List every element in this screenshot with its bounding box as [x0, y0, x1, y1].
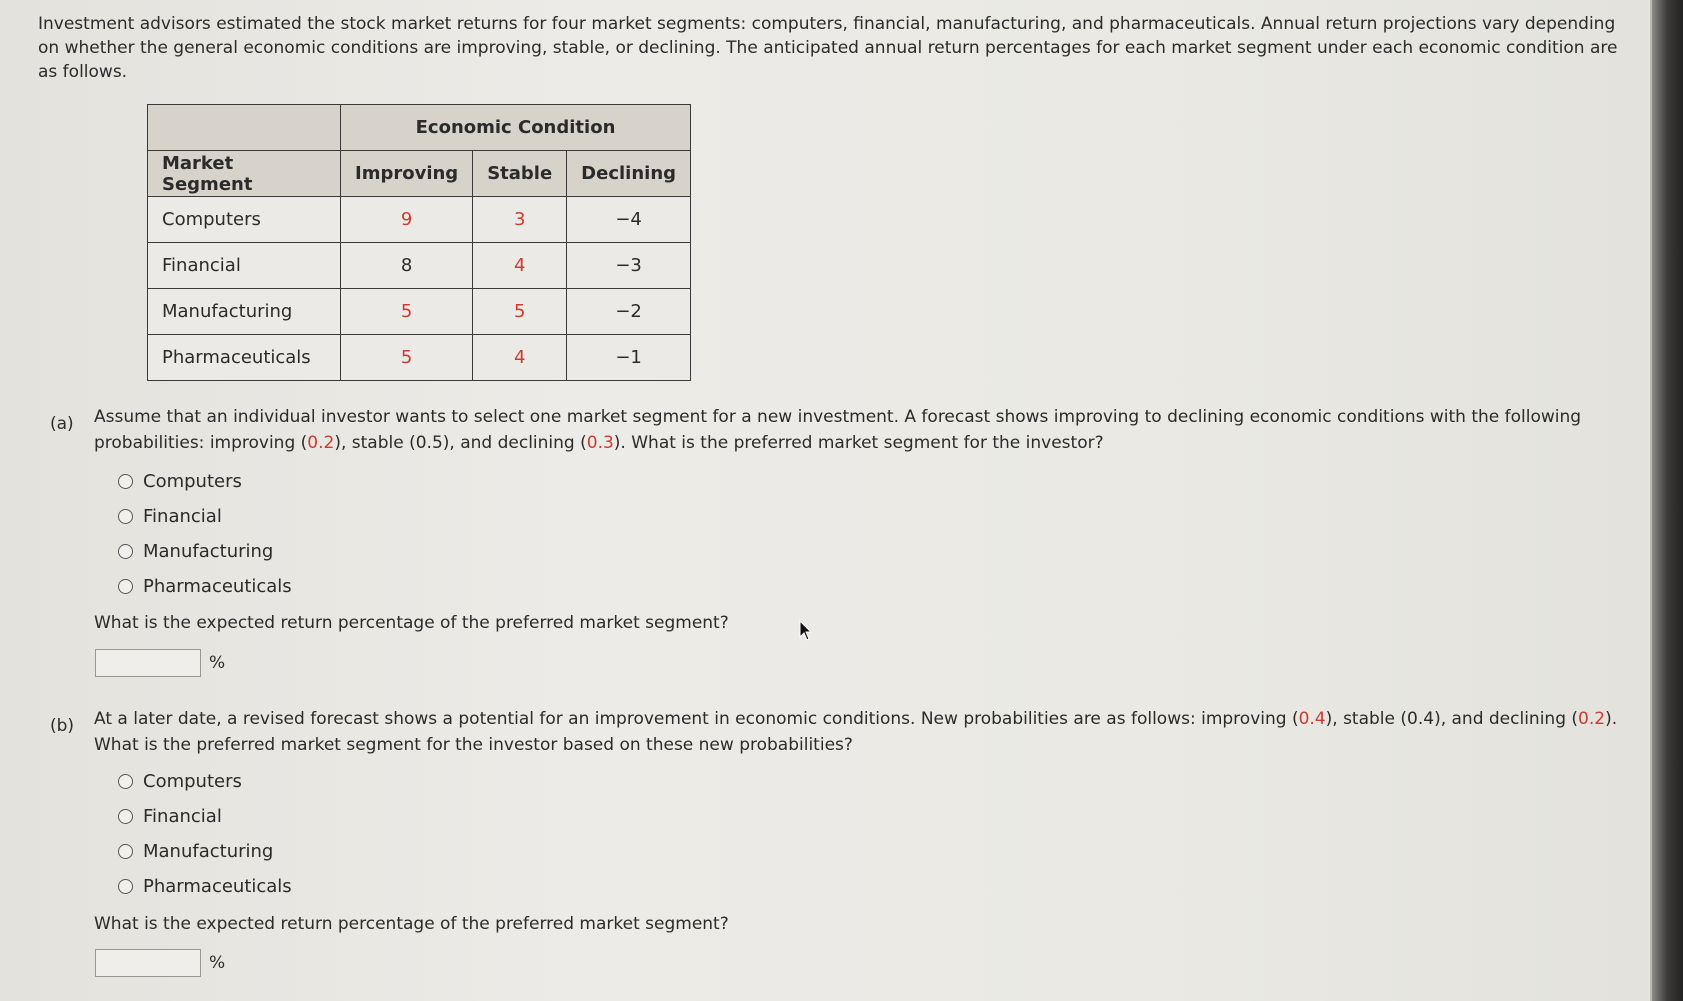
table-corner-cell	[148, 105, 341, 151]
mouse-pointer-icon	[799, 620, 813, 642]
option-label: Manufacturing	[143, 540, 274, 562]
part-b-expected-question: What is the expected return percentage of the preferred market segment?	[94, 914, 729, 934]
column-header-declining: Declining	[567, 151, 691, 197]
radio-icon[interactable]	[118, 509, 133, 524]
part-b-text-3: ), and declining (	[1434, 709, 1579, 729]
declining-cell: −4	[567, 197, 691, 243]
screen-edge	[1652, 0, 1683, 1001]
declining-cell: −2	[567, 289, 691, 335]
radio-icon[interactable]	[118, 809, 133, 824]
stable-cell: 4	[473, 335, 567, 381]
stable-cell: 4	[473, 243, 567, 289]
table-group-header-row	[148, 105, 691, 151]
problem-intro: Investment advisors estimated the stock market returns for four market segments: computers, financial, manufacturing, and pharmaceuticals. Annual return projections vary depending on whether the general economic conditions are improving, stable, or declining. The anticipated annual return percentages for each market segment under each economic condition are as follows.	[38, 14, 1618, 82]
part-a-answer-row	[95, 649, 225, 677]
improving-cell: 9	[341, 197, 473, 243]
column-header-stable: Stable	[473, 151, 567, 197]
table-row	[148, 289, 691, 335]
part-a-question	[94, 404, 1624, 456]
option-label: Computers	[143, 770, 242, 792]
radio-icon[interactable]	[118, 774, 133, 789]
part-a-option-pharmaceuticals[interactable]	[118, 573, 292, 599]
part-b-text-1: At a later date, a revised forecast shows a potential for an improvement in economic conditions. New probabilities are as follows: improving (	[94, 709, 1299, 729]
part-a-text-2: ), stable (	[334, 433, 416, 453]
declining-cell: −1	[567, 335, 691, 381]
part-a-p-improving: 0.2	[307, 433, 335, 453]
part-a-option-manufacturing[interactable]	[118, 538, 273, 564]
part-a-text-4: ). What is the preferred market segment for the investor?	[613, 433, 1104, 453]
part-b-option-manufacturing[interactable]	[118, 838, 273, 864]
part-b-option-pharmaceuticals[interactable]	[118, 873, 292, 899]
part-b-p-declining: 0.2	[1578, 709, 1606, 729]
part-b-question	[94, 706, 1624, 758]
table-row	[148, 335, 691, 381]
improving-cell: 5	[341, 335, 473, 381]
part-a-text-3: ), and declining (	[442, 433, 587, 453]
part-b-label: (b)	[50, 716, 75, 736]
radio-icon[interactable]	[118, 879, 133, 894]
option-label: Computers	[143, 470, 242, 492]
table-header-row	[148, 151, 691, 197]
part-b-p-improving: 0.4	[1298, 709, 1326, 729]
improving-cell: 5	[341, 289, 473, 335]
part-a-text-1: Assume that an individual investor wants to select one market segment for a new investment. A forecast shows improving to declining economic conditions with the following probabilities: improving (	[94, 407, 1582, 453]
part-a-p-declining: 0.3	[586, 433, 614, 453]
economic-condition-header: Economic Condition	[341, 105, 691, 151]
part-b-text-2: ), stable (	[1325, 709, 1408, 729]
table-row	[148, 197, 691, 243]
part-a-label: (a)	[50, 414, 74, 434]
part-b-text-4: ). What is the preferred market segment for the investor based on these new probabilities?	[94, 709, 1618, 755]
option-label: Pharmaceuticals	[143, 875, 292, 897]
column-header-segment: Market Segment	[148, 151, 341, 197]
part-b-answer-row	[95, 949, 225, 977]
returns-table	[147, 104, 691, 381]
option-label: Pharmaceuticals	[143, 575, 292, 597]
percent-unit: %	[209, 653, 226, 673]
part-b-option-financial[interactable]	[118, 803, 222, 829]
option-label: Financial	[143, 805, 222, 827]
percent-unit: %	[209, 953, 226, 973]
table-row	[148, 243, 691, 289]
declining-cell: −3	[567, 243, 691, 289]
part-a-expected-question: What is the expected return percentage of the preferred market segment?	[94, 613, 729, 633]
stable-cell: 5	[473, 289, 567, 335]
part-b-option-computers[interactable]	[118, 768, 242, 794]
segment-cell: Pharmaceuticals	[148, 335, 341, 381]
segment-cell: Manufacturing	[148, 289, 341, 335]
column-header-improving: Improving	[341, 151, 473, 197]
stable-cell: 3	[473, 197, 567, 243]
part-a-answer-input[interactable]	[95, 649, 201, 677]
improving-cell: 8	[341, 243, 473, 289]
option-label: Manufacturing	[143, 840, 274, 862]
part-a-option-financial[interactable]	[118, 503, 222, 529]
radio-icon[interactable]	[118, 579, 133, 594]
part-b-answer-input[interactable]	[95, 949, 201, 977]
segment-cell: Financial	[148, 243, 341, 289]
part-b-p-stable: 0.4	[1407, 709, 1435, 729]
segment-cell: Computers	[148, 197, 341, 243]
part-a-option-computers[interactable]	[118, 468, 242, 494]
radio-icon[interactable]	[118, 474, 133, 489]
part-a-p-stable: 0.5	[415, 433, 443, 453]
radio-icon[interactable]	[118, 544, 133, 559]
option-label: Financial	[143, 505, 222, 527]
radio-icon[interactable]	[118, 844, 133, 859]
